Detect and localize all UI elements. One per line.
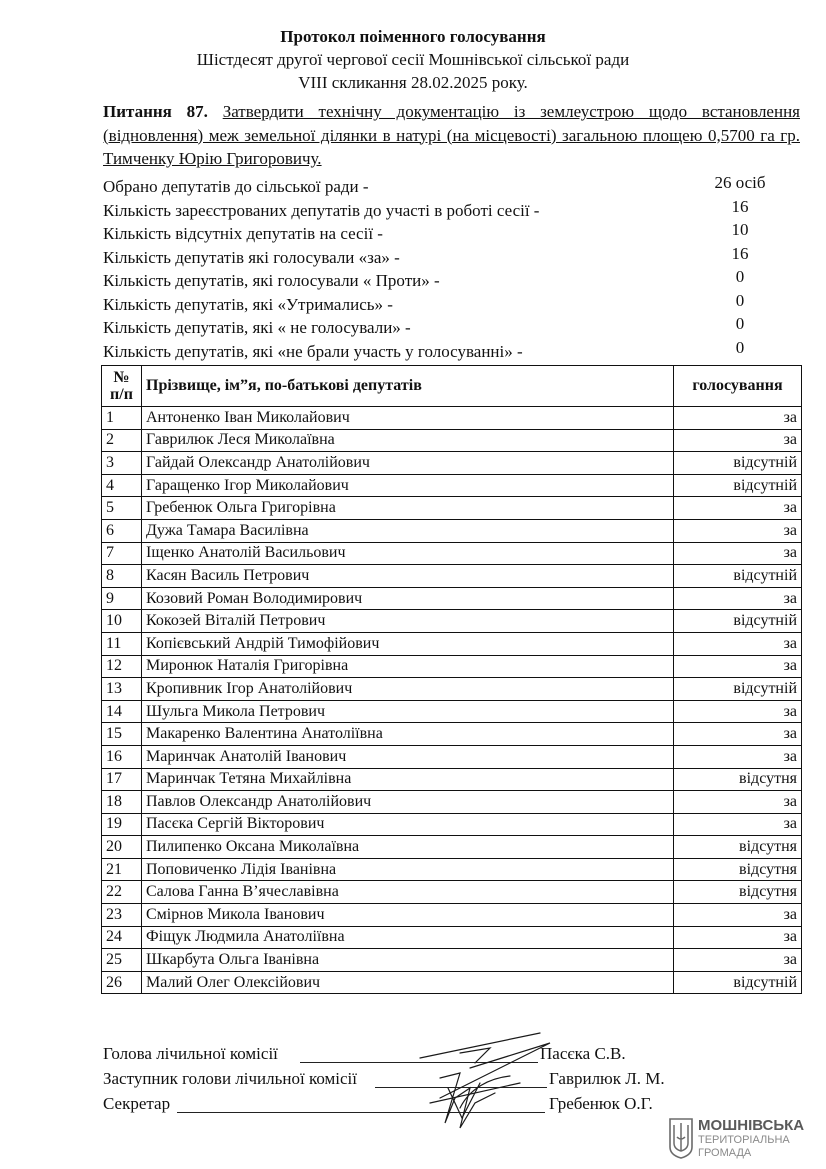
deputy-name: Миронюк Наталія Григорівна <box>142 655 674 678</box>
row-number: 1 <box>102 407 142 430</box>
row-number: 15 <box>102 723 142 746</box>
row-number: 26 <box>102 971 142 994</box>
row-number: 11 <box>102 632 142 655</box>
deputy-name: Касян Василь Петрович <box>142 565 674 588</box>
table-row <box>102 768 802 791</box>
row-number: 17 <box>102 768 142 791</box>
stat-label: Кількість депутатів, які «не брали участь у голосуванні» - <box>103 341 523 361</box>
deputy-name: Пасєка Сергій Вікторович <box>142 813 674 836</box>
row-number: 13 <box>102 678 142 701</box>
row-number: 6 <box>102 519 142 542</box>
convocation-date-line: VIII скликання 28.02.2025 року. <box>298 73 528 92</box>
deputy-name: Шкарбута Ольга Іванівна <box>142 949 674 972</box>
row-number: 8 <box>102 565 142 588</box>
deputy-name: Поповиченко Лідія Іванівна <box>142 858 674 881</box>
row-number: 12 <box>102 655 142 678</box>
table-row <box>102 904 802 927</box>
deputy-name: Салова Ганна В’ячеславівна <box>142 881 674 904</box>
table-row <box>102 519 802 542</box>
row-number: 4 <box>102 474 142 497</box>
session-line: Шістдесят другої чергової сесії Мошнівської сільської ради <box>196 50 630 69</box>
table-row <box>102 407 802 430</box>
deputy-name: Макаренко Валентина Анатоліївна <box>142 723 674 746</box>
deputy-name: Гребенюк Ольга Григорівна <box>142 497 674 520</box>
vote-table-header <box>102 366 802 407</box>
vote-table <box>101 365 802 994</box>
document-title: Протокол поіменного голосування <box>280 27 546 46</box>
vote-value: за <box>674 587 802 610</box>
row-number: 18 <box>102 791 142 814</box>
logo-lines <box>698 1134 790 1160</box>
stat-value: 0 <box>735 314 745 333</box>
row-number: 10 <box>102 610 142 633</box>
table-row <box>102 587 802 610</box>
vote-value: відсутній <box>674 474 802 497</box>
vote-value: за <box>674 655 802 678</box>
vote-value: відсутня <box>674 881 802 904</box>
table-row <box>102 881 802 904</box>
row-number: 19 <box>102 813 142 836</box>
table-row <box>102 610 802 633</box>
table-row <box>102 971 802 994</box>
logo-line2: ТЕРИТОРІАЛЬНА <box>698 1134 790 1146</box>
community-logo <box>668 1117 826 1165</box>
vote-value: за <box>674 407 802 430</box>
vote-value: відсутній <box>674 452 802 475</box>
row-number: 16 <box>102 745 142 768</box>
vote-value: за <box>674 926 802 949</box>
deputy-name: Антоненко Іван Миколайович <box>142 407 674 430</box>
row-number: 3 <box>102 452 142 475</box>
deputy-name: Павлов Олександр Анатолійович <box>142 791 674 814</box>
stat-value: 10 <box>731 220 749 239</box>
header-number-line1: № <box>113 369 130 386</box>
vote-value: відсутня <box>674 836 802 859</box>
table-row <box>102 565 802 588</box>
secretary-label: Секретар <box>103 1094 171 1113</box>
stat-value: 0 <box>735 290 745 310</box>
table-row <box>102 542 802 565</box>
deputy-name: Кокозей Віталій Петрович <box>142 610 674 633</box>
table-row <box>102 474 802 497</box>
table-row <box>102 632 802 655</box>
vote-value: за <box>674 497 802 520</box>
table-row <box>102 497 802 520</box>
vote-value: відсутній <box>674 678 802 701</box>
header-vote: голосування <box>674 366 802 407</box>
vote-value: за <box>674 813 802 836</box>
deputy-name: Гаврилюк Л. М. <box>549 1069 665 1088</box>
stat-value: 0 <box>735 267 745 286</box>
stat-value: 16 <box>731 243 749 263</box>
table-row <box>102 813 802 836</box>
vote-value: відсутній <box>674 565 802 588</box>
table-row <box>102 723 802 746</box>
stat-label: Кількість депутатів, які « не голосували» - <box>103 318 411 337</box>
deputy-name: Дужа Тамара Василівна <box>142 519 674 542</box>
row-number: 22 <box>102 881 142 904</box>
handwritten-signature <box>400 1028 560 1138</box>
vote-value: за <box>674 632 802 655</box>
row-number: 24 <box>102 926 142 949</box>
row-number: 21 <box>102 858 142 881</box>
deputy-name: Гайдай Олександр Анатолійович <box>142 452 674 475</box>
trident-coat-of-arms-icon <box>668 1117 694 1159</box>
table-row <box>102 836 802 859</box>
stat-value: 16 <box>731 196 749 216</box>
deputy-name: Пилипенко Оксана Миколаївна <box>142 836 674 859</box>
logo-line3: ГРОМАДА <box>698 1147 752 1159</box>
logo-line1: МОШНІВСЬКА <box>698 1117 805 1134</box>
deputy-name: Фіщук Людмила Анатоліївна <box>142 926 674 949</box>
deputy-name: Кропивник Ігор Анатолійович <box>142 678 674 701</box>
vote-value: за <box>674 429 802 452</box>
deputy-name: Іщенко Анатолій Васильович <box>142 542 674 565</box>
stat-value: 26 осіб <box>714 173 766 192</box>
chair-label: Голова лічильної комісії <box>103 1044 278 1063</box>
question-text: Затвердити технічну документацію із землеустрою щодо встановлення (відновлення) меж земельної ділянки в натурі (на місцевості) загальною площею 0,5700 га гр. Тимченку Юрію Григоровичу. <box>103 102 800 168</box>
row-number: 20 <box>102 836 142 859</box>
table-row <box>102 452 802 475</box>
vote-value: відсутня <box>674 768 802 791</box>
deputy-name: Маринчак Анатолій Іванович <box>142 745 674 768</box>
question-label: Питання 87. <box>103 102 208 121</box>
table-row <box>102 791 802 814</box>
header-number-line2: п/п <box>110 386 133 403</box>
vote-value: відсутня <box>674 858 802 881</box>
vote-value: за <box>674 904 802 927</box>
question-block <box>103 100 800 171</box>
stat-label: Кількість зареєстрованих депутатів до участі в роботі сесії - <box>103 200 540 220</box>
vote-value: за <box>674 542 802 565</box>
stat-label: Кількість депутатів, які голосували « Проти» - <box>103 271 440 290</box>
deputy-name: Копієвський Андрій Тимофійович <box>142 632 674 655</box>
deputy-name: Смірнов Микола Іванович <box>142 904 674 927</box>
deputy-name: Гаврилюк Леся Миколаївна <box>142 429 674 452</box>
table-row <box>102 700 802 723</box>
deputy-label: Заступник голови лічильної комісії <box>103 1069 358 1088</box>
vote-value: за <box>674 723 802 746</box>
row-number: 23 <box>102 904 142 927</box>
vote-value: за <box>674 949 802 972</box>
vote-value: за <box>674 745 802 768</box>
vote-value: за <box>674 791 802 814</box>
row-number: 25 <box>102 949 142 972</box>
table-row <box>102 745 802 768</box>
vote-value: відсутній <box>674 971 802 994</box>
table-row <box>102 949 802 972</box>
row-number: 9 <box>102 587 142 610</box>
header-name: Прізвище, ім”я, по-батькові депутатів <box>142 366 674 407</box>
table-row <box>102 926 802 949</box>
vote-value: за <box>674 519 802 542</box>
row-number: 5 <box>102 497 142 520</box>
table-row <box>102 858 802 881</box>
vote-value: відсутній <box>674 610 802 633</box>
row-number: 14 <box>102 700 142 723</box>
table-row <box>102 655 802 678</box>
header-number <box>102 366 142 407</box>
vote-value: за <box>674 700 802 723</box>
stat-label: Обрано депутатів до сільської ради - <box>103 177 369 196</box>
deputy-name: Гаращенко Ігор Миколайович <box>142 474 674 497</box>
deputy-name: Шульга Микола Петрович <box>142 700 674 723</box>
table-row <box>102 678 802 701</box>
stat-label: Кількість депутатів, які «Утримались» - <box>103 294 393 314</box>
deputy-name: Маринчак Тетяна Михайлівна <box>142 768 674 791</box>
secretary-name: Гребенюк О.Г. <box>549 1094 653 1113</box>
deputy-name: Козовий Роман Володимирович <box>142 587 674 610</box>
stat-label: Кількість депутатів які голосували «за» - <box>103 247 400 267</box>
table-row <box>102 429 802 452</box>
deputy-name: Малий Олег Олексійович <box>142 971 674 994</box>
stat-value: 0 <box>735 337 745 357</box>
chair-name: Пасєка С.В. <box>540 1044 626 1063</box>
row-number: 2 <box>102 429 142 452</box>
stat-label: Кількість відсутніх депутатів на сесії - <box>103 224 383 243</box>
row-number: 7 <box>102 542 142 565</box>
